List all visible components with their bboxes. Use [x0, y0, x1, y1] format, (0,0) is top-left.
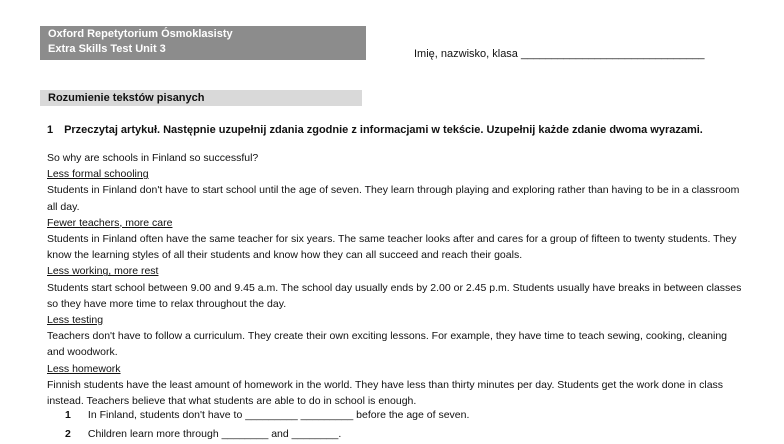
- section-title: Rozumienie tekstów pisanych: [40, 90, 362, 106]
- section-text: Teachers don't have to follow a curriculum. They create their own exciting lessons. For example, they have time to teach sewing, cooking, cleaning and woodwork.: [47, 330, 727, 359]
- exercise-number: 1: [47, 124, 54, 136]
- exercise-instruction: [47, 124, 703, 136]
- header-title: Oxford Repetytorium Ósmoklasisty: [48, 28, 233, 40]
- document-header: [40, 26, 366, 60]
- article-title: So why are schools in Finland so successful?: [47, 152, 259, 164]
- question-text: Children learn more through ________ and ________.: [87, 428, 342, 440]
- section-text: Students in Finland often have the same teacher for six years. The same teacher looks after and cares for a group of fifteen to twenty students. They know the learning styles of all their students and know how they can all succeed and reach their goals.: [47, 233, 737, 262]
- section-text: Finnish students have the least amount of homework in the world. They have less than thirty minutes per day. Students get the work done in class instead. Teachers believe that what students are able to do in school is enough.: [47, 378, 724, 408]
- section-heading: Less formal schooling: [47, 168, 149, 181]
- section-heading: Less homework: [47, 362, 121, 375]
- section-text: Students start school between 9.00 and 9.45 a.m. The school day usually ends by 2.00 or 2.45 p.m. Students usually have breaks in between classes so they have more time to relax throughout the day.: [47, 281, 742, 310]
- name-field: Imię, nazwisko, klasa ______________________________: [414, 48, 705, 60]
- header-subtitle: Extra Skills Test Unit 3: [48, 43, 166, 55]
- question-number: 2: [65, 428, 71, 440]
- section-heading: Fewer teachers, more care: [47, 216, 173, 229]
- question-text: In Finland, students don't have to _________ _________ before the age of seven.: [87, 409, 470, 421]
- instruction-text: Przeczytaj artykuł. Następnie uzupełnij zdania zgodnie z informacjami w tekście. Uzupełnij każde zdanie dwoma wyrazami.: [64, 124, 703, 136]
- section-text: Students in Finland don't have to start school until the age of seven. They learn through playing and exploring rather than having to be in a classroom all day.: [47, 184, 740, 213]
- question-item: [65, 425, 745, 444]
- question-list: [65, 406, 745, 444]
- section-heading: Less testing: [47, 314, 104, 327]
- question-number: 1: [65, 409, 71, 421]
- section-heading: Less working, more rest: [47, 265, 159, 278]
- question-item: [65, 406, 745, 425]
- article: [47, 150, 747, 409]
